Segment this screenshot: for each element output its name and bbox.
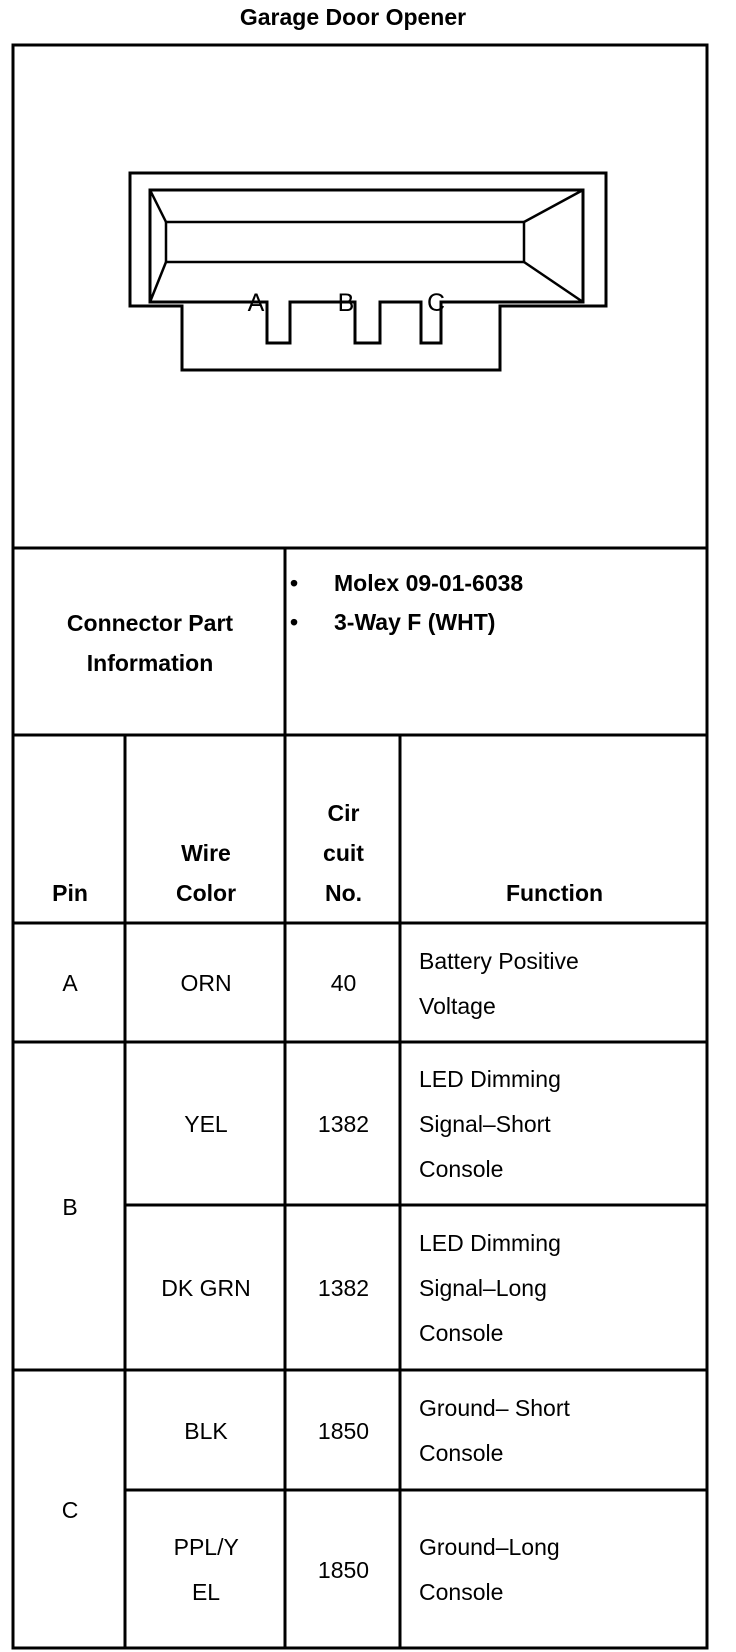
table-row-circuit: 1382	[317, 1111, 370, 1137]
table-row-function: Battery Positive Voltage	[419, 947, 579, 1019]
table-row-wire: DK GRN	[161, 1275, 251, 1301]
page-title: Garage Door Opener	[239, 4, 467, 30]
connector-diagram	[130, 173, 606, 370]
pin-label-a: A	[247, 289, 265, 317]
pin-label-b: B	[337, 289, 355, 317]
header-pin: Pin	[52, 880, 88, 906]
table-row-wire: BLK	[184, 1417, 228, 1444]
header-wire-color: Wire Color	[175, 840, 237, 906]
table-row-wire: PPL/Y EL	[173, 1534, 239, 1605]
table-row-function: Ground–Long Console	[419, 1534, 560, 1605]
table-row-circuit: 1382	[317, 1275, 370, 1301]
pin-label-c: C	[426, 289, 446, 317]
table-row-circuit: 1850	[317, 1556, 370, 1583]
pin-cell: A	[62, 970, 78, 996]
header-circuit: Cir cuit No.	[323, 800, 364, 906]
header-function: Function	[505, 880, 604, 906]
part-info-item: • 3-Way F (WHT)	[290, 609, 496, 635]
part-info-item: • Molex 09-01-6038	[290, 570, 524, 596]
pin-cell: B	[62, 1193, 78, 1220]
table-row-wire: ORN	[180, 970, 232, 996]
table-row-wire: YEL	[184, 1111, 228, 1137]
table-row-function: LED Dimming Signal–Short Console	[419, 1066, 561, 1182]
pin-cell: C	[61, 1496, 79, 1523]
table-row-function: Ground– Short Console	[419, 1395, 570, 1466]
table-row-circuit: 1850	[317, 1417, 370, 1444]
table-row-function: LED Dimming Signal–Long Console	[419, 1230, 561, 1346]
part-info-list	[290, 564, 710, 642]
table-row-circuit: 40	[330, 970, 357, 996]
part-info-label: Connector Part Information	[66, 609, 234, 676]
